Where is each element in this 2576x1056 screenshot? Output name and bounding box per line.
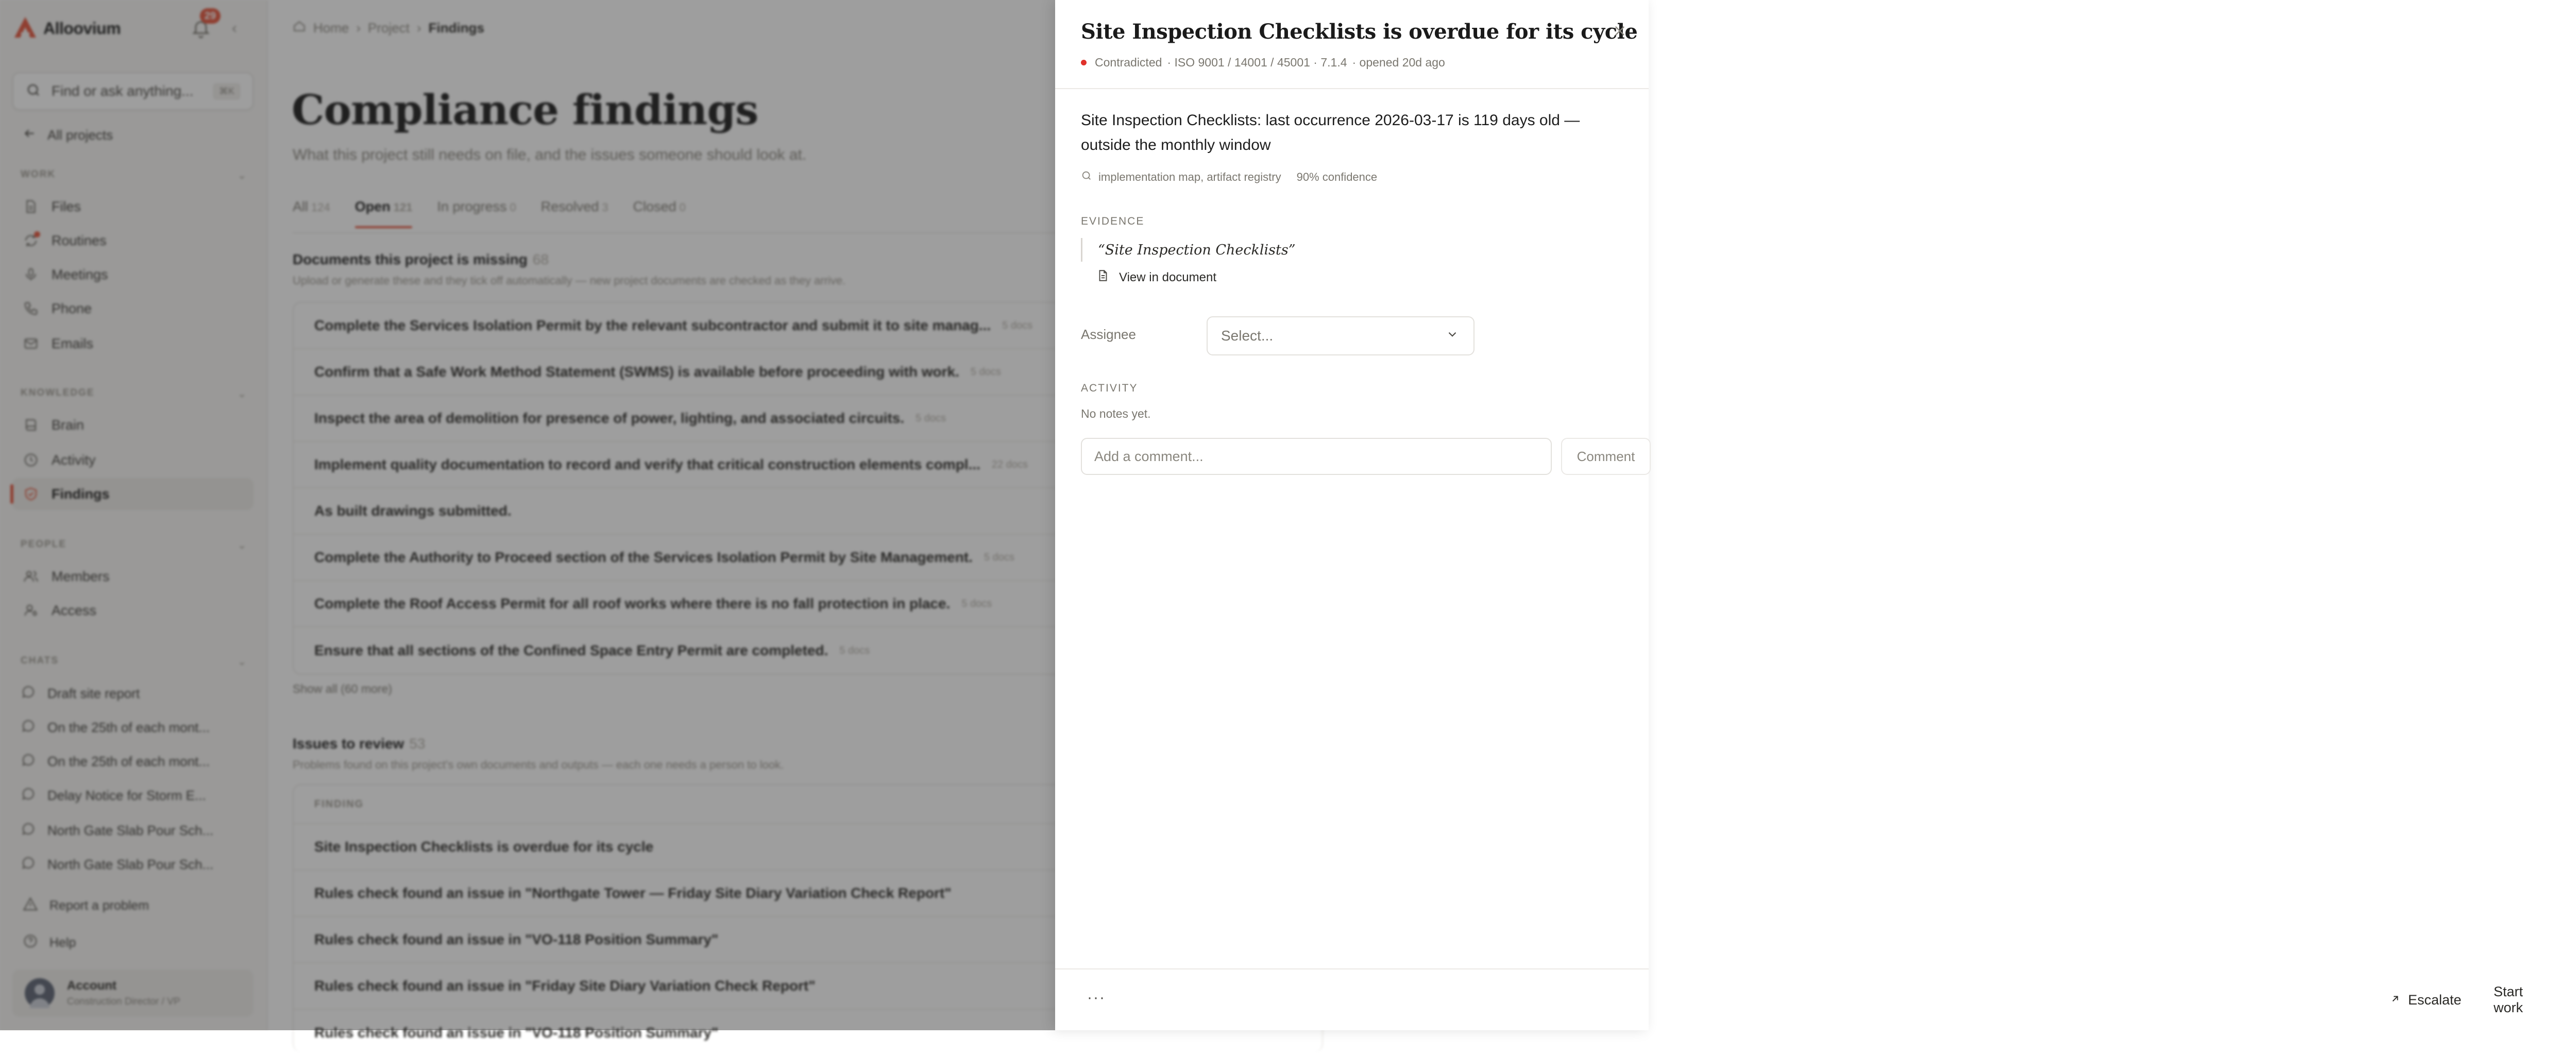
chat-title: On the 25th of each mont... <box>47 719 210 735</box>
nav-label: Brain <box>52 417 84 433</box>
help-label: Help <box>49 935 76 950</box>
confidence-label: 90% confidence <box>1296 171 1378 183</box>
nav-label: Findings <box>52 486 110 502</box>
list-item[interactable]: Complete the Authority to Proceed section of the Services Isolation Permit by Site Management. 5 docs <box>294 535 1322 581</box>
escalate-button[interactable] <box>2389 984 2462 1016</box>
nav-label: Routines <box>52 232 107 248</box>
account-name: Account <box>67 979 116 993</box>
chat-title: On the 25th of each mont... <box>47 753 210 769</box>
account-role: Construction Director / VP <box>67 996 180 1007</box>
list-item[interactable]: Ensure that all sections of the Confined Space Entry Permit are completed. 5 docs <box>314 642 870 658</box>
nav-label: Files <box>52 198 81 214</box>
tab-closed[interactable]: Closed 0 <box>633 199 686 214</box>
show-all-link[interactable]: Show all (60 more) <box>293 682 393 695</box>
header-divider <box>1055 88 1649 89</box>
status-dot <box>1081 60 1087 65</box>
table-row[interactable]: Site Inspection Checklists is overdue for its cycle <box>294 824 1322 871</box>
section-knowledge[interactable]: KNOWLEDGE ⌄ <box>21 387 247 400</box>
activity-empty-state: No notes yet. <box>1081 407 1151 420</box>
document-icon <box>1096 269 1110 286</box>
page-title: Compliance findings <box>292 86 758 134</box>
chevron-down-icon: ⌄ <box>238 656 247 668</box>
nav-label: Access <box>52 602 97 618</box>
assignee-select[interactable] <box>1207 316 1475 355</box>
search-shortcut: ⌘K <box>213 83 240 99</box>
table-row[interactable]: Rules check found an issue in "Northgate Tower — Friday Site Diary Variation Check Report" <box>294 871 1322 917</box>
nav-label: Phone <box>52 300 92 316</box>
activity-heading: ACTIVITY <box>1081 382 1138 394</box>
search-icon <box>1081 170 1092 184</box>
chevron-down-icon: ⌄ <box>238 388 247 400</box>
missing-docs-title: Documents this project is missing 68 <box>293 251 549 267</box>
nav-label: Meetings <box>52 266 108 282</box>
more-actions-button[interactable]: ··· <box>1087 989 1106 1006</box>
table-row[interactable]: Rules check found an issue in "VO-118 Position Summary" <box>314 1025 719 1041</box>
table-header: FINDING <box>294 785 1322 824</box>
issues-title: Issues to review 53 <box>293 736 426 752</box>
breadcrumb-current: Findings <box>428 20 484 36</box>
footer-divider <box>1055 968 1649 969</box>
escalate-label: Escalate <box>2408 992 2462 1008</box>
finding-detail-drawer <box>1055 0 2523 1030</box>
evidence-heading: EVIDENCE <box>1081 215 1145 227</box>
breadcrumb-home[interactable]: Home <box>313 20 349 36</box>
section-chats[interactable]: CHATS ⌄ <box>21 655 247 668</box>
search-placeholder: Find or ask anything... <box>52 83 194 99</box>
collapse-sidebar-icon[interactable]: ‹ <box>232 20 237 37</box>
comment-button[interactable]: Comment <box>1561 438 1651 475</box>
list-item[interactable]: Implement quality documentation to record and verify that critical construction elements compl... 22 docs <box>294 442 1322 488</box>
list-item[interactable]: Complete the Services Isolation Permit by the relevant subcontractor and submit it to site manag... 5 docs <box>294 303 1322 349</box>
chevron-right-icon: › <box>356 20 361 36</box>
comment-input[interactable] <box>1081 438 1552 475</box>
nav-label: Activity <box>52 452 96 468</box>
table-row[interactable]: Rules check found an issue in "VO-118 Position Summary" <box>294 917 1322 963</box>
tab-in-progress[interactable]: In progress 0 <box>437 199 516 214</box>
page-subtitle: What this project still needs on file, and the issues someone should look at. <box>293 146 807 163</box>
chat-title: North Gate Slab Pour Sch... <box>47 822 214 838</box>
evidence-quote: “Site Inspection Checklists” <box>1081 238 1296 262</box>
report-problem-label: Report a problem <box>49 898 149 913</box>
list-item[interactable]: Inspect the area of demolition for presence of power, lighting, and associated circuits. 5 docs <box>294 396 1322 442</box>
section-people[interactable]: PEOPLE ⌄ <box>21 539 247 551</box>
assignee-placeholder: Select... <box>1221 328 1274 344</box>
section-work[interactable]: WORK ⌄ <box>21 169 247 181</box>
all-projects-label: All projects <box>47 127 113 143</box>
nav-label: Members <box>52 568 110 584</box>
close-icon[interactable] <box>1609 21 1630 41</box>
assignee-label: Assignee <box>1081 327 1136 342</box>
arrow-up-right-icon <box>2389 992 2401 1008</box>
chat-title: Delay Notice for Storm E... <box>47 787 206 803</box>
finding-summary: Site Inspection Checklists: last occurrence 2026-03-17 is 119 days old — outside the monthly window <box>1081 112 1580 154</box>
tab-open[interactable]: Open 121 <box>355 199 413 228</box>
breadcrumb-project[interactable]: Project <box>368 20 410 36</box>
source-label: implementation map, artifact registry <box>1098 171 1281 183</box>
list-item[interactable]: As built drawings submitted. <box>294 488 1322 535</box>
list-item[interactable]: Complete the Roof Access Permit for all roof works where there is no fall protection in place. 5 docs <box>294 581 1322 627</box>
table-row[interactable]: Rules check found an issue in "Friday Site Diary Variation Check Report" <box>294 963 1322 1010</box>
opened-timestamp: · opened 20d ago <box>1352 56 1445 69</box>
list-item[interactable]: Confirm that a Safe Work Method Statement (SWMS) is available before proceeding with work. 5 docs <box>294 349 1322 396</box>
chevron-down-icon: ⌄ <box>238 170 247 181</box>
chevron-down-icon <box>1446 328 1459 345</box>
chat-title: North Gate Slab Pour Sch... <box>47 856 214 872</box>
missing-docs-subtitle: Upload or generate these and they tick off automatically — new project documents are checked as they arrive. <box>293 274 846 287</box>
start-work-button[interactable] <box>2494 984 2523 1016</box>
issues-subtitle: Problems found on this project's own documents and outputs — each one needs a person to look. <box>293 758 784 771</box>
chat-title: Draft site report <box>47 685 140 701</box>
nav-label: Emails <box>52 335 94 351</box>
tab-resolved[interactable]: Resolved 3 <box>540 199 608 214</box>
finding-meta <box>1081 56 1445 70</box>
brand-name: Alloovium <box>43 19 121 38</box>
status-badge: Contradicted <box>1095 56 1162 69</box>
finding-title: Site Inspection Checklists is overdue for its cycle <box>1081 20 1638 44</box>
chevron-down-icon: ⌄ <box>238 540 247 551</box>
view-in-document-link[interactable] <box>1096 269 1216 286</box>
chevron-right-icon: › <box>416 20 421 36</box>
standard-reference: · ISO 9001 / 14001 / 45001 · 7.1.4 <box>1167 56 1347 69</box>
tab-all[interactable]: All 124 <box>293 199 330 214</box>
finding-source <box>1081 170 1377 184</box>
notification-badge: 29 <box>200 8 221 24</box>
modal-backdrop[interactable] <box>0 0 1055 1030</box>
start-work-label: Start work <box>2494 984 2523 1015</box>
view-in-document-label: View in document <box>1119 270 1216 284</box>
